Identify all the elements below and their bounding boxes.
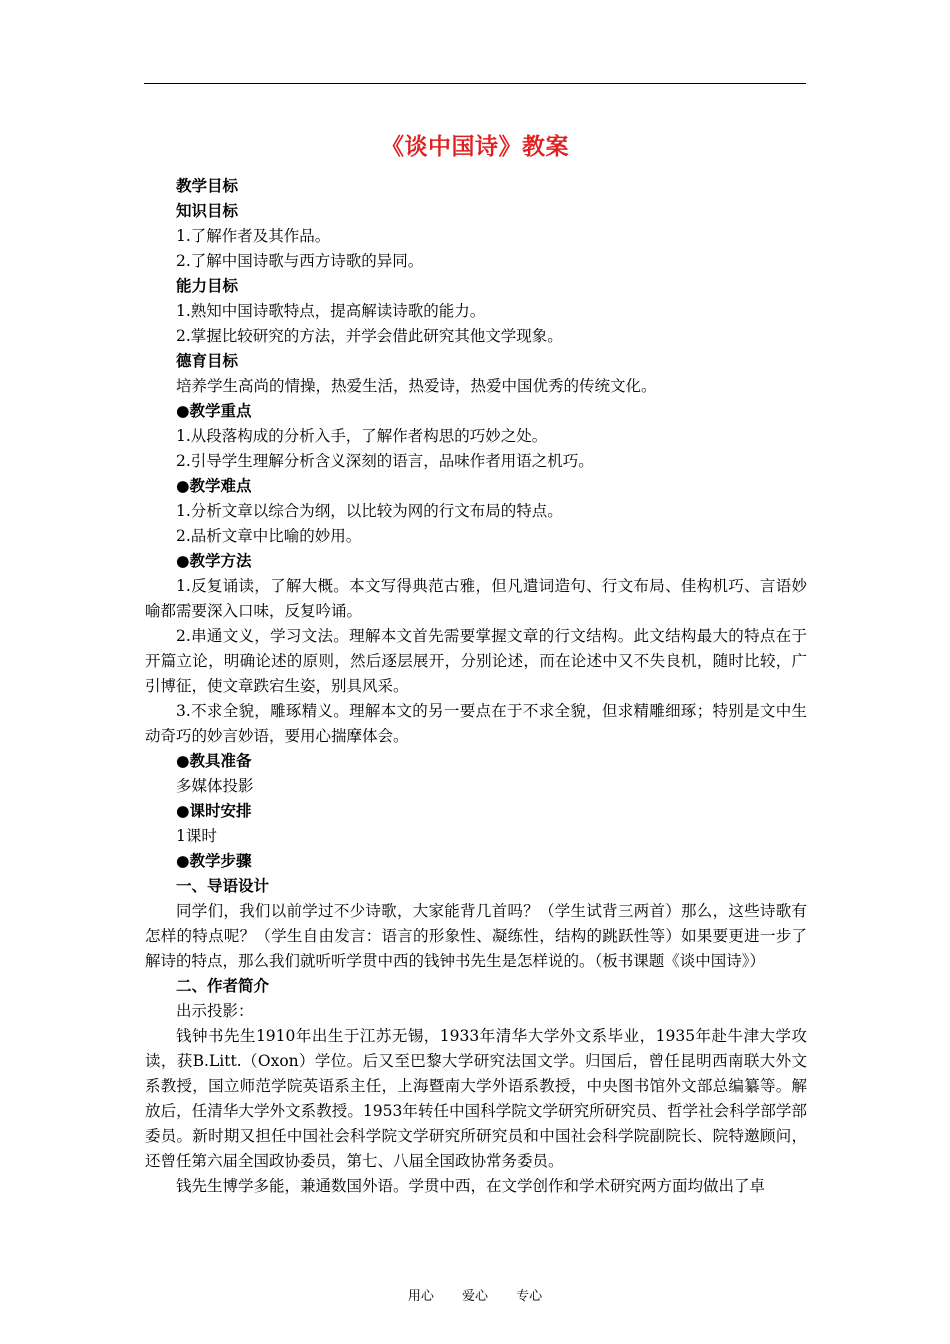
author-bio-paragraph: 钱钟书先生1910年出生于江苏无锡，1933年清华大学外文系毕业，1935年赴牛津大学攻读，获B.Litt.（Oxon）学位。后又至巴黎大学研究法国文学。归国后，曾任昆明西南联大外文系教授，国立师范学院英语系主任，上海暨南大学外语系教授，中央图书馆外文部总编纂等。解放后，任清华大学外文系教授。1953年转任中国科学院文学研究所研究员、哲学社会科学部学部委员。新时期又担任中国社会科学院文学研究所研究员和中国社会科学院副院长、院特邀顾问，还曾任第六届全国政协委员，第七、八届全国政协常务委员。 [145,1027,807,1170]
footer-item-3: 专心 [516,1289,543,1304]
ability-item-2: 2.掌握比较研究的方法，并学会借此研究其他文学现象。 [176,327,563,345]
heading-moral-goal: 德育目标 [176,352,239,370]
key-point-1: 1.从段落构成的分析入手，了解作者构思的巧妙之处。 [176,427,548,445]
heading-teaching-tools: ●教具准备 [176,752,252,770]
heading-difficulties: ●教学难点 [176,477,252,495]
tools-item: 多媒体投影 [176,777,254,795]
key-point-2: 2.引导学生理解分析含义深刻的语言，品味作者用语之机巧。 [176,452,594,470]
step-1-heading: 一、导语设计 [176,877,270,895]
author-bio-continuation: 钱先生博学多能，兼通数国外语。学贯中西，在文学创作和学术研究两方面均做出了卓 [176,1177,766,1195]
heading-methods: ●教学方法 [176,552,252,570]
heading-teaching-goal: 教学目标 [176,177,239,195]
footer-item-2: 爱心 [461,1289,488,1304]
heading-class-period: ●课时安排 [176,802,252,820]
ability-item-1: 1.熟知中国诗歌特点，提高解读诗歌的能力。 [176,302,486,320]
method-paragraph-3: 3.不求全貌，雕琢精义。理解本文的另一要点在于不求全貌，但求精雕细琢；特别是文中生动奇巧的妙言妙语，要用心揣摩体会。 [145,702,807,745]
document-body [145,174,807,1199]
heading-key-points: ●教学重点 [176,402,252,420]
header-rule [144,83,806,84]
method-paragraph-2: 2.串通文义，学习文法。理解本文首先需要掌握文章的行文结构。此文结构最大的特点在于开篇立论，明确论述的原则，然后逐层展开，分别论述，而在论述中又不失良机，随时比较，广引博征，使文章跌宕生姿，别具风采。 [145,627,807,695]
difficulty-1: 1.分析文章以综合为纲，以比较为网的行文布局的特点。 [176,502,563,520]
knowledge-item-2: 2.了解中国诗歌与西方诗歌的异同。 [176,252,424,270]
heading-teaching-steps: ●教学步骤 [176,852,252,870]
method-paragraph-1: 1.反复诵读，了解大概。本文写得典范古雅，但凡遣词造句、行文布局、佳构机巧、言语妙喻都需要深入口味，反复吟诵。 [145,577,807,620]
step-2-heading: 二、作者简介 [176,977,270,995]
heading-knowledge-goal: 知识目标 [176,202,239,220]
period-item: 1课时 [176,827,217,845]
step-1-paragraph: 同学们，我们以前学过不少诗歌，大家能背几首吗？（学生试背三两首）那么，这些诗歌有怎样的特点呢？（学生自由发言：语言的形象性、凝练性，结构的跳跃性等）如果要更进一步了解诗的特点，那么我们就听听学贯中西的钱钟书先生是怎样说的。（板书课题《谈中国诗》） [145,902,807,970]
difficulty-2: 2.品析文章中比喻的妙用。 [176,527,362,545]
footer-item-1: 用心 [407,1289,434,1304]
moral-item-1: 培养学生高尚的情操，热爱生活，热爱诗，热爱中国优秀的传统文化。 [176,377,657,395]
knowledge-item-1: 1.了解作者及其作品。 [176,227,331,245]
heading-ability-goal: 能力目标 [176,277,239,295]
document-title: 《谈中国诗》教案 [381,134,569,160]
page-footer [0,1287,950,1307]
step-2-slide-note: 出示投影： [176,1002,254,1020]
